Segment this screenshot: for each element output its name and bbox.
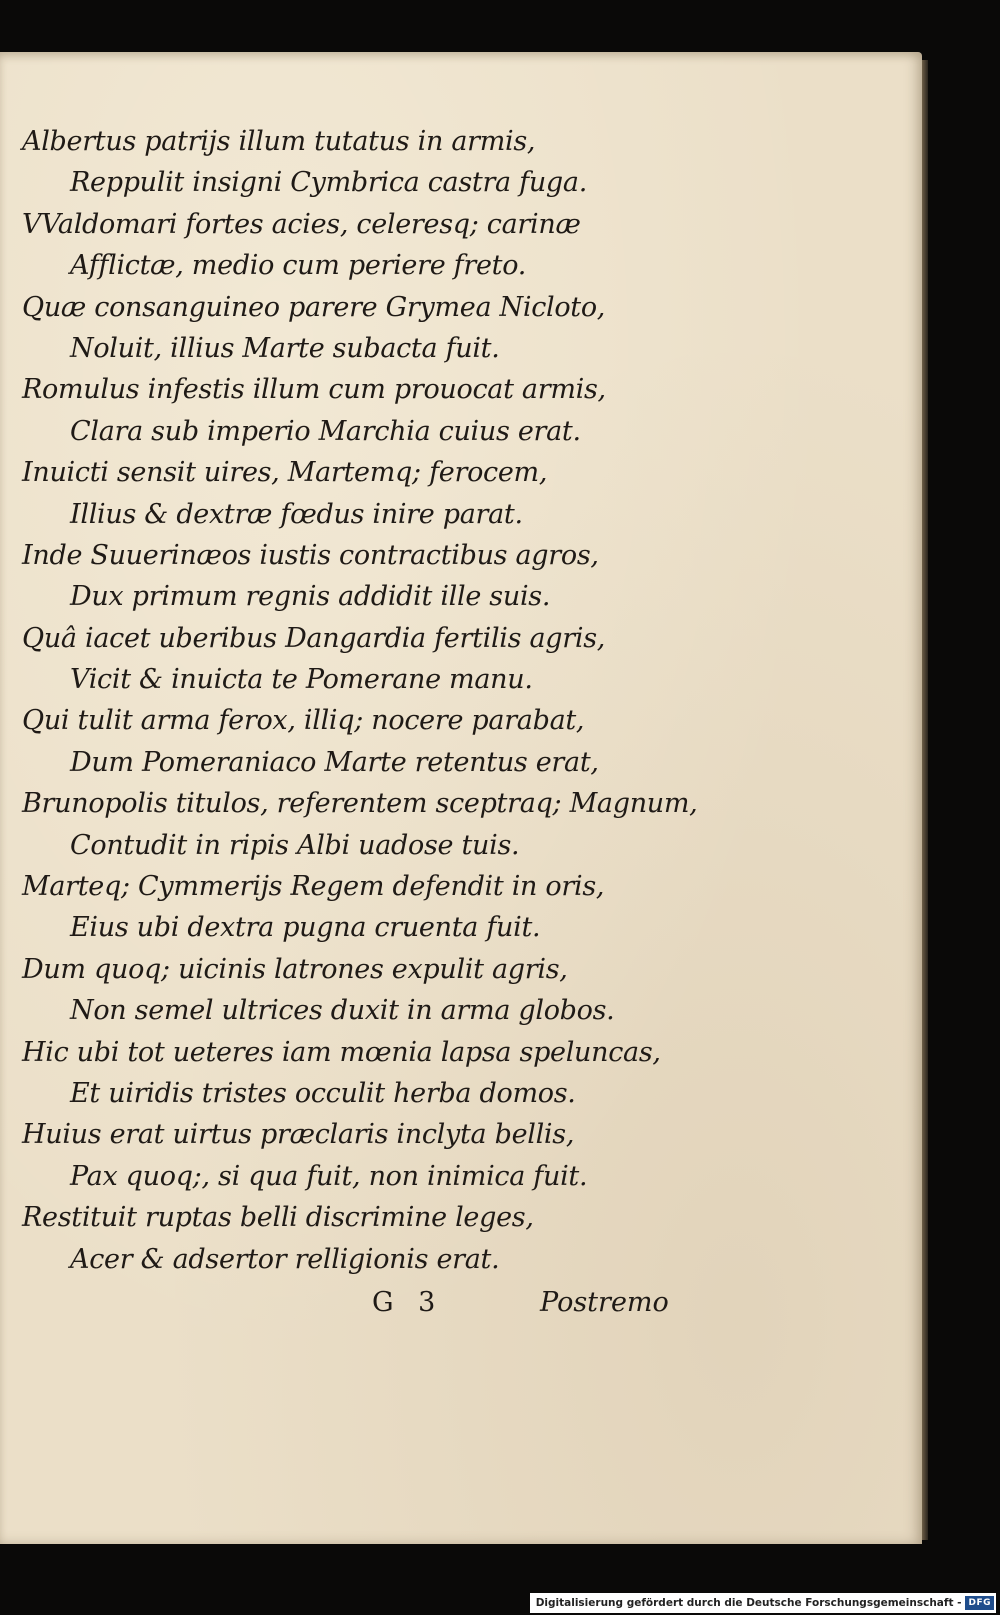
verse-line-8: Clara sub imperio Marchia cuius erat.: [70, 415, 581, 447]
verse-line-17: Brunopolis titulos, referentem sceptraq; Magnum,: [22, 788, 698, 820]
verse-line-27: Restituit ruptas belli discrimine leges,: [22, 1202, 534, 1234]
verse-line-13: Quâ iacet uberibus Dangardia fertilis agris,: [22, 622, 606, 654]
verse-line-6: Noluit, illius Marte subacta fuit.: [70, 332, 500, 364]
verse-line-12: Dux primum regnis addidit ille suis.: [70, 581, 551, 613]
verse-line-9: Inuicti sensit uires, Martemq; ferocem,: [22, 457, 548, 489]
verse-line-26: Pax quoq;, si qua fuit, non inimica fuit.: [70, 1160, 588, 1192]
verse-line-4: Afflictæ, medio cum periere freto.: [70, 250, 526, 282]
dfg-logo-icon: DFG: [965, 1596, 994, 1610]
verse-line-18: Contudit in ripis Albi uadose tuis.: [70, 829, 520, 861]
page-edge: [922, 60, 928, 1540]
verse-block: [22, 121, 902, 1280]
verse-line-1: Albertus patrijs illum tutatus in armis,: [22, 126, 536, 157]
verse-line-3: VValdomari fortes acies, celeresq; carinæ: [22, 208, 581, 240]
signature-mark: G 3: [372, 1287, 444, 1318]
verse-line-24: Et uiridis tristes occulit herba domos.: [70, 1077, 576, 1109]
verse-line-10: Illius & dextræ fœdus inire parat.: [70, 498, 523, 530]
verse-line-19: Marteq; Cymmerijs Regem defendit in oris,: [22, 871, 605, 903]
verse-line-23: Hic ubi tot ueteres iam mœnia lapsa speluncas,: [22, 1036, 661, 1068]
funding-credit-bar: [530, 1593, 996, 1613]
verse-line-14: Vicit & inuicta te Pomerane manu.: [70, 664, 533, 696]
verse-line-11: Inde Suuerinæos iustis contractibus agros,: [22, 539, 599, 571]
verse-line-25: Huius erat uirtus præclaris inclyta bellis,: [22, 1119, 575, 1151]
verse-line-16: Dum Pomeraniaco Marte retentus erat,: [70, 746, 599, 778]
verse-line-22: Non semel ultrices duxit in arma globos.: [70, 995, 615, 1027]
verse-line-15: Qui tulit arma ferox, illiq; nocere parabat,: [22, 705, 585, 737]
funding-credit-text: Digitalisierung gefördert durch die Deutsche Forschungsgemeinschaft -: [535, 1597, 962, 1609]
verse-line-2: Reppulit insigni Cymbrica castra fuga.: [70, 167, 587, 199]
verse-line-7: Romulus infestis illum cum prouocat armis,: [22, 374, 606, 406]
verse-line-28: Acer & adsertor relligionis erat.: [70, 1243, 500, 1275]
catchword: Postremo: [540, 1287, 669, 1318]
verse-line-5: Quæ consanguineo parere Grymea Nicloto,: [22, 291, 606, 323]
verse-line-20: Eius ubi dextra pugna cruenta fuit.: [70, 912, 541, 944]
verse-line-21: Dum quoq; uicinis latrones expulit agris,: [22, 953, 568, 985]
